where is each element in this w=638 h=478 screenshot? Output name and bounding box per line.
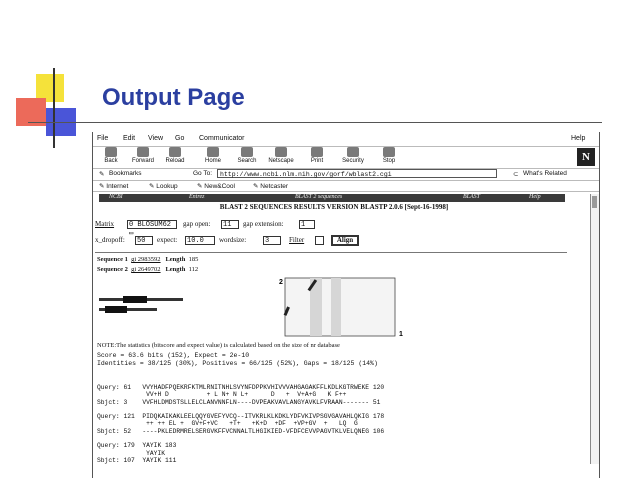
dotplot-y-label: 2 <box>279 279 283 286</box>
wordsize-label: wordsize: <box>219 236 247 244</box>
new-cool-link[interactable]: ✎ New&Cool <box>197 183 235 190</box>
alignment-line: Sbjct: 107 YAYIK 111 <box>97 456 177 464</box>
sequence-1-row: Sequence 1 gi 2983592 Length 185 <box>97 256 199 263</box>
bookmarks-button[interactable]: Bookmarks <box>109 170 142 177</box>
divider <box>95 252 567 253</box>
scrollbar[interactable] <box>590 194 599 464</box>
bookmarks-icon[interactable]: ✎ <box>99 171 105 178</box>
netscape-logo: N <box>577 148 595 166</box>
scroll-thumb[interactable] <box>592 196 597 208</box>
results-heading: BLAST 2 SEQUENCES RESULTS VERSION BLASTP 2.0.6 [Sept-16-1998] <box>219 203 449 211</box>
url-input[interactable]: http://www.ncbi.nlm.nih.gov/gorf/wblast2.cgi <box>217 169 497 178</box>
alignment-line: Sbjct: 3 VVFHLDMDSTSLLELCLANVNNFLN----DVPEAKVAVLANGYAVKLFVRAAN------- 51 <box>97 398 381 406</box>
menu-edit[interactable]: Edit <box>123 135 136 142</box>
navigation-toolbar <box>93 146 599 169</box>
back-icon <box>105 147 117 157</box>
dotplot-shade-2 <box>331 278 341 336</box>
lookup-link[interactable]: ✎ Lookup <box>149 183 178 190</box>
ncbi-navbar <box>99 194 565 202</box>
dotplot-x-label: 1 <box>399 331 403 338</box>
menu-view[interactable]: View <box>148 135 164 142</box>
menu-file[interactable]: File <box>97 135 109 142</box>
lock-icon <box>347 147 359 157</box>
matrix-select[interactable]: 0 BLOSUM62 ▭ <box>127 220 177 229</box>
alignment-line: Query: 121 PIDQKAIKAKLEELQQYGVEFYVCQ--ITVKRLKLKDKLYDFVKIVPSGVGAVAHLQKIG 178 <box>97 413 385 421</box>
menu-communicator[interactable]: Communicator <box>199 135 245 142</box>
search-button[interactable]: Search <box>231 147 263 164</box>
back-button[interactable]: Back <box>95 147 127 164</box>
gap-open-label: gap open: <box>183 220 211 228</box>
browser-screenshot <box>92 132 600 478</box>
xdropoff-input[interactable]: 50 <box>135 236 153 245</box>
nav-blast[interactable]: BLAST <box>463 194 481 200</box>
wordsize-input[interactable]: 3 <box>263 236 281 245</box>
slide-title: Output Page <box>102 84 245 111</box>
alignment-line <box>97 435 384 442</box>
nav-help[interactable]: Help <box>529 194 541 200</box>
menu-go[interactable]: Go <box>175 135 185 142</box>
search-icon <box>241 147 253 157</box>
alignment-line: VV+H D + L N+ N L+ D + V+A+G K F++ <box>97 391 347 399</box>
alignment-line: YAYIK <box>97 449 166 457</box>
personal-toolbar <box>93 180 599 192</box>
reload-icon <box>169 147 181 157</box>
alignment-block <box>97 384 384 464</box>
decor-horizontal-line <box>28 122 602 123</box>
decor-vertical-line <box>53 68 55 148</box>
matrix-label: Matrix <box>95 220 115 228</box>
filter-checkbox[interactable] <box>315 236 324 245</box>
graphics-panel <box>95 276 565 338</box>
score-line: Score = 63.6 bits (152), Expect = 2e-10 <box>97 352 250 359</box>
print-icon <box>311 147 323 157</box>
expect-label: expect: <box>157 236 178 244</box>
alignment-line: Query: 179 YAYIK 183 <box>97 442 177 450</box>
security-button[interactable]: Security <box>337 147 369 164</box>
seq1-hit-segment <box>123 296 147 303</box>
sequence-2-row: Sequence 2 gi 2649702 Length 112 <box>97 266 199 273</box>
whats-related-icon: ⊂ <box>513 171 519 178</box>
forward-button[interactable]: Forward <box>127 147 159 164</box>
sequence-2-link[interactable]: gi 2649702 <box>131 266 161 273</box>
home-icon <box>207 147 219 157</box>
whats-related-button[interactable]: What's Related <box>523 170 567 177</box>
nav-entrez[interactable]: Entrez <box>189 194 205 200</box>
alignment-line <box>97 406 384 413</box>
gap-open-input[interactable]: 11 <box>221 220 239 229</box>
netcaster-link[interactable]: ✎ Netcaster <box>253 183 289 190</box>
dotplot <box>285 278 395 336</box>
sequence-1-link[interactable]: gi 2983592 <box>131 256 161 263</box>
gap-extension-label: gap extension: <box>243 220 284 228</box>
home-button[interactable]: Home <box>197 147 229 164</box>
forward-icon <box>137 147 149 157</box>
stop-icon <box>383 147 395 157</box>
filter-label: Filter <box>289 236 305 244</box>
alignment-line: Sbjct: 52 ----PKLEDRMRELSERGVKFFVCNNALTLHGIKIED-VFDFCEVVPAGVTKLVELQNEG 106 <box>97 427 385 435</box>
statistics-note: NOTE:The statistics (bitscore and expect value) is calculated based on the size of nr database <box>97 342 340 349</box>
nav-blast2[interactable]: BLAST 2 sequences <box>295 194 343 200</box>
netscape-icon <box>275 147 287 157</box>
expect-input[interactable]: 10.0 <box>185 236 215 245</box>
menu-help[interactable]: Help <box>571 135 586 142</box>
netscape-button[interactable]: Netscape <box>265 147 297 164</box>
identities-line: Identities = 38/125 (30%), Positives = 66/125 (52%), Gaps = 18/125 (14%) <box>97 360 378 367</box>
seq2-hit-segment <box>105 306 127 313</box>
stop-button[interactable]: Stop <box>373 147 405 164</box>
internet-link[interactable]: ✎ Internet <box>99 183 129 190</box>
goto-label: Go To: <box>193 170 213 177</box>
alignment-line: ++ ++ EL + GV+F+VC +T+ +K+D +DF +VP+GV + LQ G <box>97 420 358 428</box>
nav-ncbi[interactable]: NCBI <box>109 194 123 200</box>
alignment-line: Query: 61 VVYHADFPQEKRFKTMLRNITNHLSVYNFDPPKVHIVVVAHGAGAKFFLKDLKGTRWEKE 120 <box>97 384 385 391</box>
gap-extension-input[interactable]: 1 <box>299 220 315 229</box>
print-button[interactable]: Print <box>301 147 333 164</box>
reload-button[interactable]: Reload <box>159 147 191 164</box>
align-button[interactable]: Align <box>331 235 359 246</box>
xdropoff-label: x_dropoff: <box>95 236 125 244</box>
menu-bar <box>93 132 599 147</box>
